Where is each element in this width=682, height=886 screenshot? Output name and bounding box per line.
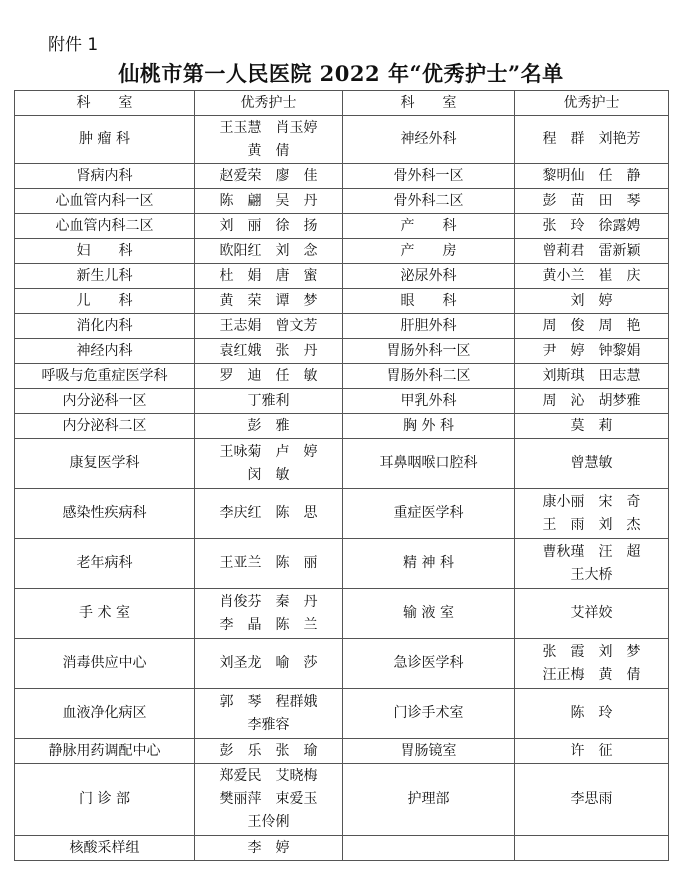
nurse-names-line: 彭 雅	[247, 417, 290, 434]
nurse-names-line: 尹 婷 钟黎娟	[542, 342, 641, 359]
department-cell-left: 妇 科	[15, 239, 195, 264]
attachment-label: 附件 1	[48, 35, 99, 55]
table-row	[15, 314, 669, 339]
nurse-names-line: 王志娟 曾文芳	[219, 317, 318, 334]
nurse-names-line: 李庆红 陈 思	[219, 505, 318, 521]
table-row	[15, 389, 669, 414]
table-row	[15, 264, 669, 289]
nurse-names-line: 程 群 刘艳芳	[542, 131, 641, 147]
department-cell-left: 老年病科	[15, 539, 195, 589]
table-row	[15, 164, 669, 189]
nurse-names-line: 李思雨	[570, 791, 613, 807]
department-cell-right: 护理部	[343, 764, 515, 836]
nurses-cell-left	[195, 389, 343, 414]
nurse-names-line: 袁红娥 张 丹	[219, 342, 318, 359]
table-row	[15, 116, 669, 164]
department-cell-right: 耳鼻咽喉口腔科	[343, 439, 515, 489]
table-header-row	[15, 91, 669, 116]
department-cell-right: 精 神 科	[343, 539, 515, 589]
table-row	[15, 589, 669, 639]
department-cell-left: 感染性疾病科	[15, 489, 195, 539]
nurses-cell-right	[515, 489, 669, 539]
nurse-names-line: 彭 乐 张 瑜	[219, 742, 318, 759]
nurse-names-line: 曾慧敏	[570, 455, 613, 471]
department-cell-right: 门诊手术室	[343, 689, 515, 739]
department-cell-left: 手 术 室	[15, 589, 195, 639]
nurse-names-line: 王大桥	[570, 566, 613, 583]
nurse-names-line: 莫 莉	[570, 417, 613, 434]
department-cell-left: 消化内科	[15, 314, 195, 339]
nurses-cell-left	[195, 836, 343, 861]
column-header-dept-right: 科 室	[343, 91, 515, 116]
department-cell-right: 急诊医学科	[343, 639, 515, 689]
nurses-cell-left	[195, 689, 343, 739]
nurse-roster-table	[14, 90, 669, 861]
nurse-names-line: 肖俊芬 秦 丹	[219, 593, 318, 610]
nurses-cell-left	[195, 489, 343, 539]
nurse-names-line: 杜 娟 唐 蜜	[219, 267, 318, 284]
nurse-names-line: 曾莉君 雷新颖	[542, 242, 641, 259]
department-cell-right: 输 液 室	[343, 589, 515, 639]
nurses-cell-right	[515, 364, 669, 389]
nurses-cell-right	[515, 264, 669, 289]
nurses-cell-right	[515, 339, 669, 364]
nurses-cell-left	[195, 314, 343, 339]
department-cell-left: 心血管内科一区	[15, 189, 195, 214]
nurses-cell-right	[515, 539, 669, 589]
department-cell-left: 内分泌科二区	[15, 414, 195, 439]
table-row	[15, 239, 669, 264]
table-row	[15, 489, 669, 539]
nurse-names-line: 郭 琴 程群娥	[219, 693, 318, 710]
table-row	[15, 339, 669, 364]
nurse-names-line: 张 玲 徐露娉	[542, 217, 641, 234]
department-cell-right: 眼 科	[343, 289, 515, 314]
department-cell-left: 内分泌科一区	[15, 389, 195, 414]
department-cell-right: 骨外科一区	[343, 164, 515, 189]
table-row	[15, 764, 669, 836]
nurse-names-line: 刘 婷	[570, 292, 613, 309]
nurses-cell-left	[195, 164, 343, 189]
table-row	[15, 836, 669, 861]
nurses-cell-left	[195, 439, 343, 489]
column-header-dept-left: 科 室	[15, 91, 195, 116]
nurses-cell-left	[195, 264, 343, 289]
nurses-cell-left	[195, 214, 343, 239]
nurses-cell-left	[195, 764, 343, 836]
department-cell-left: 康复医学科	[15, 439, 195, 489]
department-cell-left: 心血管内科二区	[15, 214, 195, 239]
nurses-cell-left	[195, 339, 343, 364]
nurses-cell-right	[515, 314, 669, 339]
nurses-cell-right	[515, 589, 669, 639]
department-cell-right: 产 科	[343, 214, 515, 239]
nurses-cell-left	[195, 364, 343, 389]
nurses-cell-left	[195, 539, 343, 589]
nurse-names-line: 艾祥姣	[570, 605, 613, 621]
nurse-names-line: 王玉慧 肖玉婷	[219, 119, 318, 136]
department-cell-right: 泌尿外科	[343, 264, 515, 289]
department-cell-left: 肾病内科	[15, 164, 195, 189]
table-row	[15, 539, 669, 589]
nurses-cell-left	[195, 189, 343, 214]
nurse-names-line: 陈 玲	[570, 705, 613, 721]
nurses-cell-left	[195, 639, 343, 689]
department-cell-left: 静脉用药调配中心	[15, 739, 195, 764]
department-cell-right: 胃肠外科二区	[343, 364, 515, 389]
nurses-cell-left	[195, 414, 343, 439]
nurses-cell-left	[195, 289, 343, 314]
nurses-cell-right	[515, 189, 669, 214]
table-row	[15, 364, 669, 389]
department-cell-right: 胃肠镜室	[343, 739, 515, 764]
table-row	[15, 289, 669, 314]
department-cell-right: 肝胆外科	[343, 314, 515, 339]
nurse-names-line: 王咏菊 卢 婷	[219, 443, 318, 460]
department-cell-left: 儿 科	[15, 289, 195, 314]
department-cell-right: 产 房	[343, 239, 515, 264]
department-cell-right: 胸 外 科	[343, 414, 515, 439]
nurses-cell-right	[515, 414, 669, 439]
department-cell-left: 神经内科	[15, 339, 195, 364]
nurse-names-line: 罗 迪 任 敏	[219, 367, 318, 384]
department-cell-right: 骨外科二区	[343, 189, 515, 214]
nurse-names-line: 刘斯琪 田志慧	[542, 367, 641, 384]
document-title: 仙桃市第一人民医院 2022 年“优秀护士”名单	[118, 61, 564, 86]
nurse-names-line: 黄小兰 崔 庆	[542, 267, 641, 284]
nurse-names-line: 李雅容	[247, 716, 290, 733]
nurse-names-line: 汪正梅 黄 倩	[542, 666, 641, 683]
nurses-cell-left	[195, 116, 343, 164]
nurse-names-line: 周 沁 胡梦雅	[542, 392, 641, 409]
nurse-names-line: 赵爱荣 廖 佳	[219, 167, 318, 184]
nurse-names-line: 曹秋瑾 汪 超	[542, 543, 641, 560]
nurse-names-line: 康小丽 宋 奇	[542, 493, 641, 510]
nurses-cell-right	[515, 116, 669, 164]
department-cell-right: 重症医学科	[343, 489, 515, 539]
nurses-cell-left	[195, 589, 343, 639]
department-cell-right: 甲乳外科	[343, 389, 515, 414]
nurses-cell-right	[515, 689, 669, 739]
nurse-names-line: 刘圣龙 喻 莎	[219, 655, 318, 671]
nurse-names-line: 刘 丽 徐 扬	[219, 217, 318, 234]
nurse-names-line: 李 晶 陈 兰	[219, 616, 318, 633]
department-cell-left: 核酸采样组	[15, 836, 195, 861]
nurses-cell-right	[515, 739, 669, 764]
department-cell-left: 消毒供应中心	[15, 639, 195, 689]
nurse-names-line: 黄 倩	[247, 142, 290, 159]
nurse-names-line: 张 霞 刘 梦	[542, 643, 641, 660]
nurse-names-line: 王亚兰 陈 丽	[219, 555, 318, 571]
nurses-cell-right	[515, 164, 669, 189]
nurses-cell-right	[515, 389, 669, 414]
table-row	[15, 639, 669, 689]
column-header-nurses-left: 优秀护士	[195, 91, 343, 116]
nurse-names-line: 许 征	[570, 742, 613, 759]
nurses-cell-right	[515, 214, 669, 239]
department-cell-right: 胃肠外科一区	[343, 339, 515, 364]
nurse-names-line: 樊丽萍 束爱玉	[219, 791, 318, 807]
nurses-cell-right	[515, 764, 669, 836]
department-cell-left: 门 诊 部	[15, 764, 195, 836]
nurse-names-line: 欧阳红 刘 念	[219, 242, 318, 259]
table-row	[15, 189, 669, 214]
department-cell-right	[343, 836, 515, 861]
column-header-nurses-right: 优秀护士	[515, 91, 669, 116]
nurse-names-line: 黎明仙 任 静	[542, 167, 641, 184]
nurses-cell-right	[515, 439, 669, 489]
table-row	[15, 414, 669, 439]
department-cell-left: 肿 瘤 科	[15, 116, 195, 164]
department-cell-left: 血液净化病区	[15, 689, 195, 739]
nurses-cell-right	[515, 836, 669, 861]
nurse-names-line: 丁雅利	[247, 392, 290, 409]
nurse-names-line: 陈 翩 吴 丹	[219, 192, 318, 209]
department-cell-left: 呼吸与危重症医学科	[15, 364, 195, 389]
nurses-cell-right	[515, 239, 669, 264]
nurse-names-line: 李 婷	[247, 839, 290, 856]
nurses-cell-left	[195, 739, 343, 764]
table-row	[15, 689, 669, 739]
table-row	[15, 214, 669, 239]
department-cell-right: 神经外科	[343, 116, 515, 164]
nurse-names-line: 郑爱民 艾晓梅	[219, 768, 318, 784]
nurses-cell-left	[195, 239, 343, 264]
nurses-cell-right	[515, 289, 669, 314]
nurses-cell-right	[515, 639, 669, 689]
table-row	[15, 739, 669, 764]
nurse-names-line: 王伶俐	[247, 814, 290, 830]
nurse-names-line: 闵 敏	[247, 466, 290, 483]
roster-body	[15, 116, 669, 861]
nurse-names-line: 周 俊 周 艳	[542, 317, 641, 334]
nurse-names-line: 王 雨 刘 杰	[542, 516, 641, 533]
nurse-names-line: 黄 荣 谭 梦	[219, 292, 318, 309]
table-row	[15, 439, 669, 489]
department-cell-left: 新生儿科	[15, 264, 195, 289]
nurse-names-line: 彭 苗 田 琴	[542, 192, 641, 209]
